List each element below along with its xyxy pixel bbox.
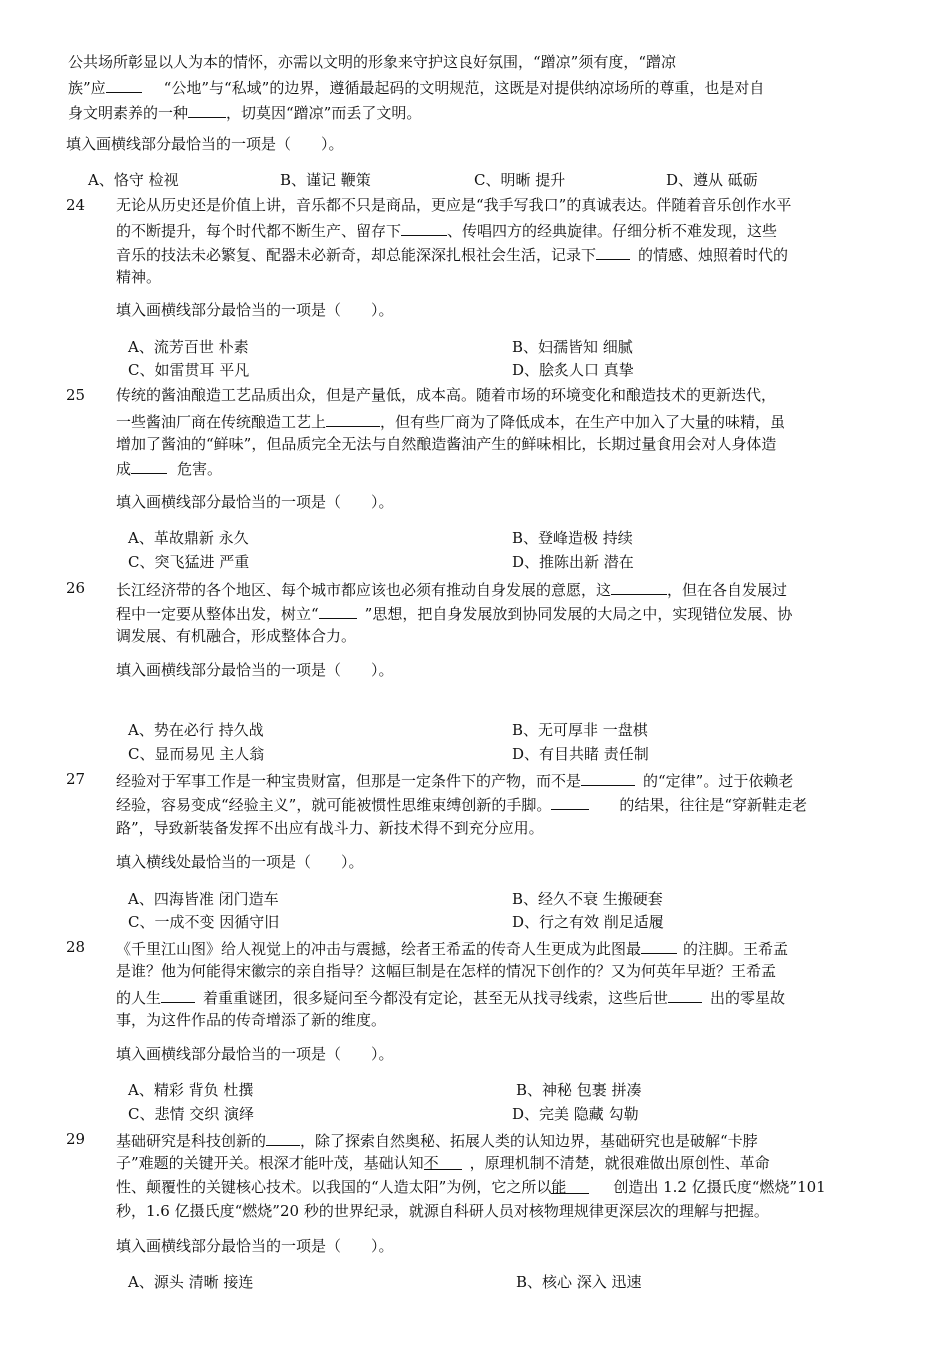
option-d: D、遵从 砥砺 — [666, 171, 758, 189]
option-c: C、明晰 提升 — [474, 171, 566, 189]
blank-line — [188, 101, 226, 118]
option-b: B、妇孺皆知 细腻 — [512, 338, 633, 356]
blank-line — [596, 243, 630, 260]
question-number: 25 — [66, 386, 86, 404]
option-c: C、突飞猛进 严重 — [128, 553, 250, 571]
option-c: C、一成不变 因循守旧 — [128, 913, 280, 931]
passage-line: 经验，容易变成“经验主义”，就可能被惯性思维束缚创新的手脚。 的结果，往往是“穿新鞋走老 — [116, 793, 807, 815]
option-a: A、四海皆准 闭门造车 — [128, 890, 279, 908]
question-prompt: 填入画横线部分最恰当的一项是（ ）。 — [116, 661, 394, 679]
passage-line: 身文明素养的一种 ，切莫因“蹭凉”而丢了文明。 — [68, 101, 421, 123]
option-a: A、势在必行 持久战 — [128, 721, 264, 739]
option-b: B、经久不衰 生搬硬套 — [512, 890, 663, 908]
blank-line: 能 — [551, 1177, 589, 1194]
blank-line — [581, 769, 635, 786]
option-b: B、神秘 包裹 拼凑 — [516, 1081, 642, 1099]
option-b: B、登峰造极 持续 — [512, 529, 633, 547]
passage-line: 程中一定要从整体出发，树立“ ”思想，把自身发展放到协同发展的大局之中，实现错位发展、协 — [116, 602, 792, 624]
blank-line — [611, 578, 667, 595]
passage-line: 性、颠覆性的关键核心技术。以我国的“人造太阳”为例，它之所以能 创造出 1.2 亿摄氏度“燃烧”101 — [116, 1178, 826, 1196]
option-d: D、行之有效 削足适履 — [512, 913, 664, 931]
passage-line: 传统的酱油酿造工艺品质出众，但是产量低，成本高。随着市场的环境变化和酿造技术的更新迭代， — [116, 386, 777, 404]
option-d: D、脍炙人口 真挚 — [512, 361, 634, 379]
option-b: B、无可厚非 一盘棋 — [512, 721, 648, 739]
passage-line: 事，为这件作品的传奇增添了新的维度。 — [116, 1011, 387, 1029]
option-c: C、悲情 交织 演绎 — [128, 1105, 255, 1123]
passage-line: 子”难题的关键开关。根深才能叶茂，基础认知不 ，原理机制不清楚，就很难做出原创性、革命 — [116, 1154, 770, 1172]
blank-line — [326, 410, 380, 427]
passage-line: 基础研究是科技创新的 ，除了探索自然奥秘、拓展人类的认知边界，基础研究也是破解“卡脖 — [116, 1129, 758, 1151]
question-number: 28 — [66, 938, 86, 956]
passage-line: 公共场所彰显以人为本的情怀，亦需以文明的形象来守护这良好氛围，“蹭凉”须有度，“蹭凉 — [68, 53, 677, 71]
passage-line: 无论从历史还是价值上讲，音乐都不只是商品，更应是“我手写我口”的真诚表达。伴随着音乐创作水平 — [116, 196, 792, 214]
option-d: D、有目共睹 责任制 — [512, 745, 649, 763]
passage-line: 音乐的技法未必繁复、配器未必新奇，却总能深深扎根社会生活，记录下 的情感、烛照着时代的 — [116, 243, 788, 265]
blank-line: 不 — [424, 1153, 462, 1170]
option-a: A、恪守 检视 — [88, 171, 179, 189]
question-number: 27 — [66, 770, 86, 788]
passage-line: 的不断提升，每个时代都不断生产、留存下 、传唱四方的经典旋律。仔细分析不难发现，这些 — [116, 219, 777, 241]
question-number: 26 — [66, 579, 86, 597]
blank-line — [106, 76, 142, 93]
passage-line: 增加了酱油的“鲜味”，但品质完全无法与自然酿造酱油产生的鲜味相比，长期过量食用会对人身体造 — [116, 435, 777, 453]
passage-line: 成 危害。 — [116, 457, 222, 479]
option-a: A、流芳百世 朴素 — [128, 338, 249, 356]
question-prompt: 填入画横线部分最恰当的一项是（ ）。 — [66, 135, 344, 153]
option-a: A、源头 清晰 接连 — [128, 1273, 254, 1291]
blank-line — [131, 457, 167, 474]
passage-line: 是谁？他为何能得宋徽宗的亲自指导？这幅巨制是在怎样的情况下创作的？又为何英年早逝？王希孟 — [116, 962, 777, 980]
passage-line: 一些酱油厂商在传统酿造工艺上 ，但有些厂商为了降低成本，在生产中加入了大量的味精，虽 — [116, 410, 785, 432]
question-prompt: 填入画横线部分最恰当的一项是（ ）。 — [116, 1045, 394, 1063]
blank-line — [401, 219, 447, 236]
question-prompt: 填入横线处最恰当的一项是（ ）。 — [116, 853, 364, 871]
passage-line: 精神。 — [116, 268, 162, 286]
passage-line: 的人生 着重重谜团，很多疑问至今都没有定论，甚至无从找寻线索，这些后世 出的零星故 — [116, 986, 785, 1008]
option-c: C、显而易见 主人翁 — [128, 745, 265, 763]
blank-line — [551, 793, 589, 810]
blank-line — [161, 986, 195, 1003]
blank-line — [641, 937, 677, 954]
blank-line — [668, 986, 702, 1003]
blank-line — [266, 1129, 300, 1146]
passage-line: 秒，1.6 亿摄氏度“燃烧”20 秒的世界纪录，就源自科研人员对核物理规律更深层次的理解与把握。 — [116, 1202, 769, 1220]
question-number: 29 — [66, 1130, 86, 1148]
option-d: D、推陈出新 潜在 — [512, 553, 634, 571]
option-b: B、谨记 鞭策 — [280, 171, 371, 189]
passage-line: 调发展、有机融合，形成整体合力。 — [116, 627, 357, 645]
passage-line: 路”，导致新装备发挥不出应有战斗力、新技术得不到充分应用。 — [116, 819, 544, 837]
question-prompt: 填入画横线部分最恰当的一项是（ ）。 — [116, 301, 394, 319]
option-a: A、革故鼎新 永久 — [128, 529, 249, 547]
passage-line: 族”应 “公地”与“私域”的边界，遵循最起码的文明规范，这既是对提供纳凉场所的尊重，也是对自 — [68, 76, 764, 98]
option-c: C、如雷贯耳 平凡 — [128, 361, 250, 379]
passage-line: 长江经济带的各个地区、每个城市都应该也必须有推动自身发展的意愿，这 ，但在各自发展过 — [116, 578, 787, 600]
question-number: 24 — [66, 196, 86, 214]
blank-line — [319, 602, 357, 619]
passage-line: 经验对于军事工作是一种宝贵财富，但那是一定条件下的产物，而不是 的“定律”。过于依赖老 — [116, 769, 793, 791]
option-b: B、核心 深入 迅速 — [516, 1273, 642, 1291]
option-a: A、精彩 背负 杜撰 — [128, 1081, 254, 1099]
question-prompt: 填入画横线部分最恰当的一项是（ ）。 — [116, 1237, 394, 1255]
passage-line: 《千里江山图》给人视觉上的冲击与震撼，绘者王希孟的传奇人生更成为此图最 的注脚。王希孟 — [116, 937, 788, 959]
option-d: D、完美 隐藏 勾勒 — [512, 1105, 639, 1123]
question-prompt: 填入画横线部分最恰当的一项是（ ）。 — [116, 493, 394, 511]
